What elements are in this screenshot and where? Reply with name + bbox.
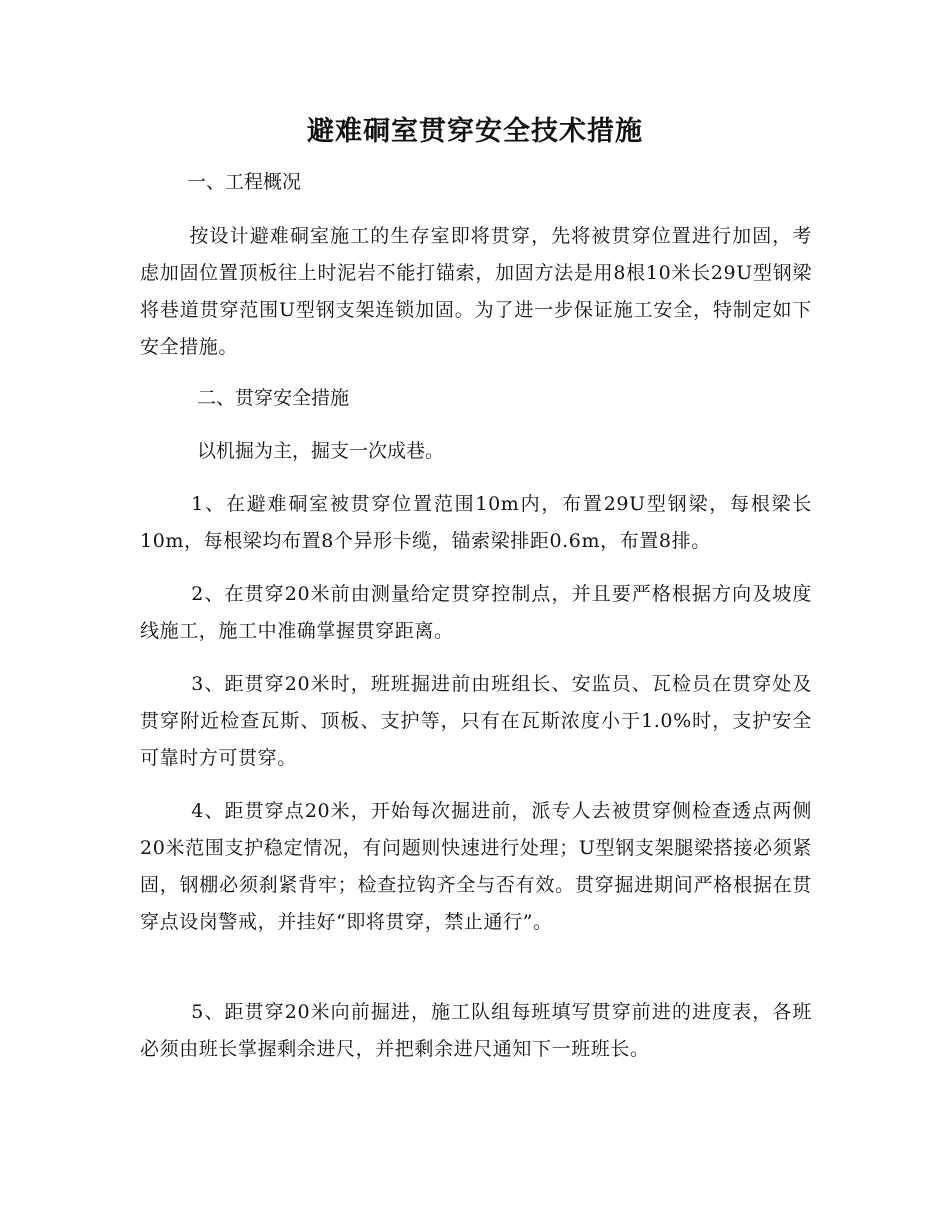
section-heading-measures: 二、贯穿安全措施 (197, 387, 350, 409)
paragraph-intro: 以机掘为主，掘支一次成巷。 (197, 440, 445, 462)
paragraph-overview: 按设计避难硐室施工的生存室即将贯穿，先将被贯穿位置进行加固，考虑加固位置顶板往上时泥岩不能打锚索，加固方法是用8根10米长29U型钢梁将巷道贯穿范围U型钢支架连锁加固。为了进一步保证施工安全，特制定如下安全措施。 (140, 225, 812, 358)
list-item-measure-2: 2、在贯穿20米前由测量给定贯穿控制点，并且要严格根据方向及坡度线施工，施工中准确掌握贯穿距离。 (140, 583, 812, 642)
list-item-measure-5: 5、距贯穿20米向前掘进，施工队组每班填写贯穿前进的进度表，各班必须由班长掌握剩余进尺，并把剩余进尺通知下一班班长。 (140, 1001, 812, 1060)
list-item-measure-1: 1、在避难硐室被贯穿位置范围10m内，布置29U型钢梁，每根梁长10m，每根梁均布置8个异形卡缆，锚索梁排距0.6m，布置8排。 (140, 493, 812, 552)
document-title: 避难硐室贯穿安全技术措施 (307, 116, 643, 147)
list-item-measure-4: 4、距贯穿点20米，开始每次掘进前，派专人去被贯穿侧检查透点两侧20米范围支护稳定情况，有问题则快速进行处理；U型钢支架腿梁搭接必须紧固，钢棚必须刹紧背牢；检查拉钩齐全与否有效。贯穿掘进期间严格根据在贯穿点设岗警戒，并挂好“即将贯穿，禁止通行”。 (140, 800, 812, 933)
section-heading-overview: 一、工程概况 (187, 171, 302, 193)
list-item-measure-3: 3、距贯穿20米时，班班掘进前由班组长、安监员、瓦检员在贯穿处及贯穿附近检查瓦斯、顶板、支护等，只有在瓦斯浓度小于1.0%时，支护安全可靠时方可贯穿。 (140, 673, 812, 769)
